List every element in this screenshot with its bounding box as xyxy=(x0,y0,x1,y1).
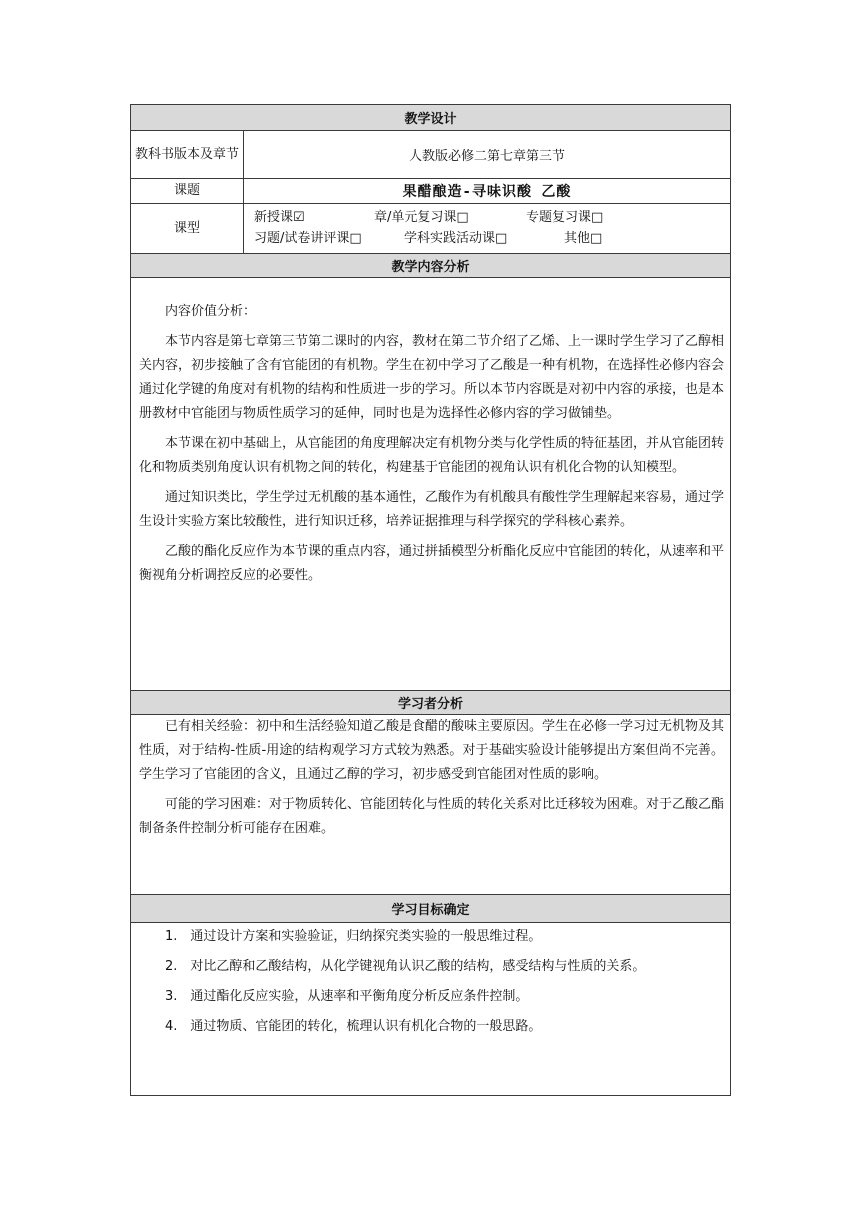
option-unit-review[interactable]: 章/单元复习课□ xyxy=(374,210,469,225)
lesson-type-row xyxy=(131,204,730,254)
option-practice-activity[interactable]: 学科实践活动课□ xyxy=(404,231,508,246)
content-analysis-header xyxy=(131,254,730,278)
content-analysis-text xyxy=(131,278,730,690)
option-new-lesson[interactable]: 新授课☑ xyxy=(254,210,305,225)
topic-label: 课题 xyxy=(131,179,244,203)
topic-value: 果醋酿造-寻味识酸 乙酸 xyxy=(402,184,572,200)
objectives-header xyxy=(131,895,730,923)
objectives-list xyxy=(131,923,730,1095)
content-analysis-intro: 内容价值分析： xyxy=(165,304,257,319)
lesson-type-label: 课型 xyxy=(131,204,244,253)
learner-analysis-text xyxy=(131,715,730,894)
topic-row xyxy=(131,179,730,204)
objectives-title: 学习目标确定 xyxy=(391,903,470,918)
learner-analysis-header xyxy=(131,691,730,715)
content-analysis-title: 教学内容分析 xyxy=(391,260,470,275)
objective-item: 1. 通过设计方案和实验验证，归纳探究类实验的一般思维过程。 xyxy=(165,929,542,944)
learner-paragraph: 可能的学习困难：对于物质转化、官能团转化与性质的转化关系对比迁移较为困难。对于乙酸乙酯制备条件控制分析可能存在困难。 xyxy=(139,797,725,836)
objective-item: 2. 对比乙醇和乙酸结构，从化学键视角认识乙酸的结构，感受结构与性质的关系。 xyxy=(165,959,646,974)
textbook-label: 教科书版本及章节 xyxy=(131,131,244,178)
textbook-row xyxy=(131,131,730,179)
learner-analysis-body xyxy=(131,715,730,895)
table-title xyxy=(131,105,730,131)
option-other[interactable]: 其他□ xyxy=(564,231,603,246)
content-paragraph: 本节内容是第七章第三节第二课时的内容，教材在第二节介绍了乙烯、上一课时学生学习了乙醇相关内容，初步接触了含有官能团的有机物。学生在初中学习了乙酸是一种有机物，在选择性必修内容会通过化学键的角度对有机物的结构和性质进一步的学习。所以本节内容既是对初中内容的承接，也是本册教材中官能团与物质性质学习的延伸，同时也是为选择性必修内容的学习做铺垫。 xyxy=(139,334,725,421)
learner-analysis-title: 学习者分析 xyxy=(397,697,463,712)
content-analysis-body xyxy=(131,278,730,691)
objectives-body xyxy=(131,923,730,1095)
content-paragraph: 本节课在初中基础上，从官能团的角度理解决定有机物分类与化学性质的特征基团，并从官能团转化和物质类别角度认识有机物之间的转化，构建基于官能团的视角认识有机化合物的认知模型。 xyxy=(139,436,725,475)
option-topic-review[interactable]: 专题复习课□ xyxy=(526,210,604,225)
objective-item: 3. 通过酯化反应实验，从速率和平衡角度分析反应条件控制。 xyxy=(165,989,529,1004)
content-paragraph: 乙酸的酯化反应作为本节课的重点内容，通过拼插模型分析酯化反应中官能团的转化，从速率和平衡视角分析调控反应的必要性。 xyxy=(139,544,725,583)
objective-item: 4. 通过物质、官能团的转化，梳理认识有机化合物的一般思路。 xyxy=(165,1019,542,1034)
option-exercise-review[interactable]: 习题/试卷讲评课□ xyxy=(254,231,362,246)
table-title-text: 教学设计 xyxy=(404,112,457,127)
learner-paragraph: 已有相关经验：初中和生活经验知道乙酸是食醋的酸味主要原因。学生在必修一学习过无机物及其性质，对于结构-性质-用途的结构观学习方式较为熟悉。对于基础实验设计能够提出方案但尚不完善。学生学习了官能团的含义，且通过乙醇的学习，初步感受到官能团对性质的影响。 xyxy=(139,719,725,782)
lesson-type-options xyxy=(244,204,730,253)
lesson-design-table xyxy=(130,104,731,1096)
textbook-value: 人教版必修二第七章第三节 xyxy=(408,149,565,164)
content-paragraph: 通过知识类比，学生学过无机酸的基本通性，乙酸作为有机酸具有酸性学生理解起来容易，通过学生设计实验方案比较酸性，进行知识迁移，培养证据推理与科学探究的学科核心素养。 xyxy=(139,490,725,529)
lesson-design-sheet xyxy=(130,104,731,1096)
